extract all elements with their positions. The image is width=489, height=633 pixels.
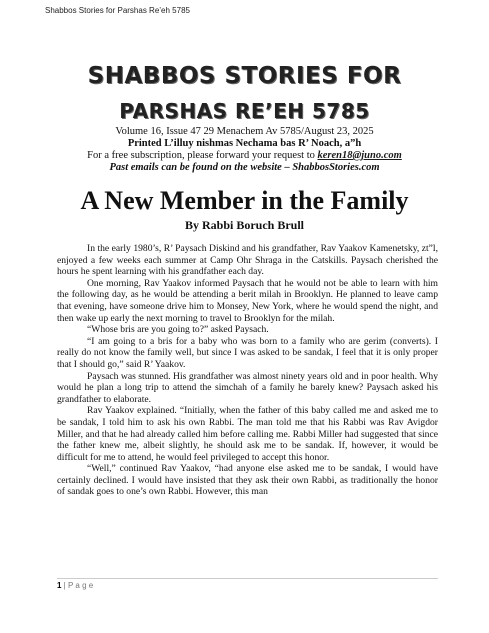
running-header: Shabbos Stories for Parshas Re’eh 5785 [45,6,190,15]
story-paragraph: In the early 1980’s, R’ Paysach Diskind and his grandfather, Rav Yaakov Kamenetsky, zt”l, enjoyed a few weeks each summer at Camp Ohr Shraga in the Catskills. Paysach cherished the hours he spent learning with his grandfather each day. [57,243,438,278]
volume-line: Volume 16, Issue 47 29 Menachem Av 5785/August 23, 2025 [115,126,374,137]
subscription-email-link[interactable]: keren18@juno.com [317,150,402,161]
masthead-title-line2: PARSHAS RE’EH 5785 [119,99,370,123]
story-paragraph: Rav Yaakov explained. “Initially, when the father of this baby called me and asked me to be sandak, I told him to ask his own Rabbi. The man told me that his Rabbi was Rav Avigdor Miller, and that he had already called him before calling me. Rabbi Miller had suggested that since the father knew me, albeit slightly, he should ask me to be sandak. If, however, it would be difficult for me to attend, he would feel privileged to accept this honor. [57,405,438,463]
subscription-text: For a free subscription, please forward your request to [87,150,318,161]
story-paragraph: “Whose bris are you going to?” asked Paysach. [87,324,269,336]
story-paragraph: “Well,” continued Rav Yaakov, “had anyone else asked me to be sandak, I would have certainly declined. I would have insisted that they ask their own Rabbi, as traditionally the honor of sandak goes to one’s own Rabbi. However, this man [57,463,438,498]
masthead-title-line1: SHABBOS STORIES FOR [87,63,402,89]
website-line [0,162,489,174]
story-body [57,243,438,498]
page-number: 1 [57,581,62,590]
page-label: | P a g e [61,581,94,590]
dedication-text: Printed L’illuy nishmas Nechama bas R’ Noach, a”h [127,138,362,149]
story-byline: By Rabbi Boruch Brull [184,218,305,232]
story-paragraph: “I am going to a bris for a baby who was born to a family who are gerim (converts). I really do not know the family well, but since I was asked to be sandak, I feel that it is only proper that I should go,” said R’ Yaakov. [57,335,438,370]
dedication-line [0,138,489,150]
subscription-line [0,150,489,162]
footer-divider [57,578,438,579]
story-paragraph: One morning, Rav Yaakov informed Paysach that he would not be able to learn with him the following day, as he would be attending a berit milah in Brooklyn. He planned to leave camp that evening, have someone drive him to Monsey, New York, where he would spend the night, and then wake up early the next morning to travel to Brooklyn for the milah. [57,277,438,324]
story-title: A New Member in the Family [80,186,409,215]
story-paragraph: Paysach was stunned. His grandfather was almost ninety years old and in poor health. Why would he plan a long trip to attend the simchah of a family he barely knew? Paysach asked his grandfather to elaborate. [57,370,438,405]
website-text: Past emails can be found on the website – ShabbosStories.com [109,162,380,173]
page-footer [57,581,93,590]
